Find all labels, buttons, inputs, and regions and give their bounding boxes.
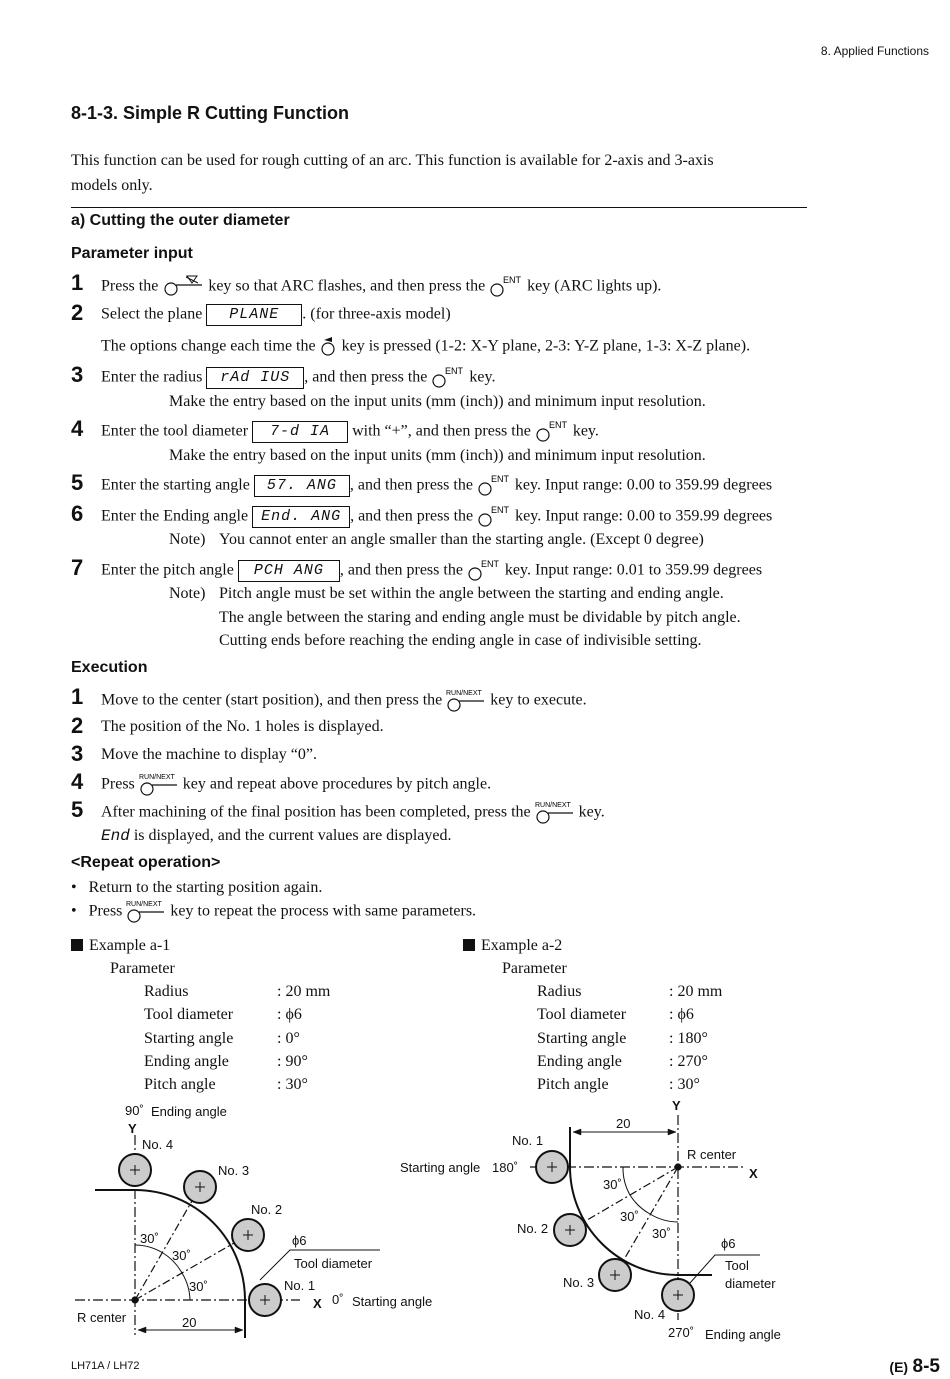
example-title-text: Example a-2 [481,937,563,954]
a2-angle-arc [623,1167,630,1195]
example-a2-row-key: Tool diameter [537,1006,627,1023]
step-text: The options change each time the [101,337,316,355]
a2-no1-label: No. 1 [512,1133,544,1148]
a2-phi-label: ϕ6 [721,1236,736,1251]
subsection-a-title: a) Cutting the outer diameter [71,212,290,229]
example-a2-row-key: Pitch angle [537,1076,609,1093]
a2-r-center-dot [675,1164,681,1170]
a1-y-label: Y [128,1121,137,1136]
step-text: key. [469,368,496,386]
repeat-bullet-1: • Return to the starting position again. [71,879,323,896]
step-text: . (for three-axis model) [302,305,451,323]
example-a2-row-value: : 20 mm [669,983,723,1000]
repeat-bullet-2: • Press RUN/NEXT key to repeat the process with same parameters. [71,900,476,924]
step-text: Enter the starting angle [101,476,250,494]
exec-step-3: Move the machine to display “0”. [101,746,317,763]
example-title-text: Example a-1 [89,937,171,954]
a2-end-angle: 270˚ [668,1325,695,1340]
a2-x-label: X [749,1166,758,1181]
step-text: Enter the pitch angle [101,561,234,579]
a2-start-angle: 180˚ [492,1160,519,1175]
lcd-display: PLANE [206,304,302,326]
step-number: 2 [71,300,84,325]
a1-starting-angle-label: Starting angle [352,1294,433,1309]
a2-angle-3: 30˚ [652,1226,671,1241]
example-a1-row-key: Ending angle [144,1053,229,1070]
a2-hole-4 [662,1279,694,1311]
a1-ending-angle-label: Ending angle [151,1104,227,1119]
param-step-3-note: Make the entry based on the input units (mm (inch)) and minimum input resolution. [169,393,706,410]
a2-angle-1: 30˚ [603,1177,622,1192]
param-step-7-note-1: Pitch angle must be set within the angle between the starting and ending angle. [219,585,724,602]
example-a1-row-key: Starting angle [144,1030,234,1047]
step-text: key. Input range: 0.01 to 359.99 degrees [504,561,763,579]
param-step-7-note-3: Cutting ends before reaching the ending angle in case of indivisible setting. [219,632,702,649]
footer-page-number: 8-5 [912,1356,940,1377]
svg-text:ENT: ENT [491,505,510,515]
step-number: 3 [71,741,84,766]
a1-angle-1: 30˚ [140,1231,159,1246]
step-text: key so that ARC flashes, and then press the [208,277,486,295]
a1-x-label: X [313,1296,322,1311]
svg-text:ENT: ENT [548,420,567,430]
a2-no3-label: No. 3 [563,1275,595,1290]
a2-hole-2 [554,1214,586,1246]
example-a1-row-value: : 90° [277,1053,308,1070]
example-a1-row-value: : ϕ6 [277,1006,302,1023]
lcd-display: rAd IUS [206,367,304,389]
step-text: Enter the Ending angle [101,507,249,525]
a1-angle-3: 30˚ [189,1279,208,1294]
example-a2-row-value: : 30° [669,1076,700,1093]
a1-dimension-label: 20 [182,1315,197,1330]
step-text: key. Input range: 0.00 to 359.99 degrees [514,476,773,494]
a2-no2-label: No. 2 [517,1221,549,1236]
example-a1-row-key: Tool diameter [144,1006,234,1023]
svg-text:RUN/NEXT: RUN/NEXT [126,901,163,908]
repeat-heading: <Repeat operation> [71,854,221,871]
example-a1-param: Parameter [110,960,175,977]
svg-text:RUN/NEXT: RUN/NEXT [138,774,175,781]
step-text: , and then press the [339,561,463,579]
step-number: 3 [71,362,84,387]
step-text: Enter the radius [101,368,203,386]
step-text: Press the [101,277,159,295]
step-text: key. Input range: 0.00 to 359.99 degrees [515,507,773,525]
step-text: Press [101,775,135,793]
a1-tool-diameter-label: Tool diameter [294,1256,373,1271]
footer-model: LH71A / LH72 [71,1360,140,1372]
a2-angle-arc [650,1214,678,1222]
execution-heading: Execution [71,659,148,676]
lcd-display: End. ANG [252,506,350,528]
step-text: key and repeat above procedures by pitch angle. [182,775,492,793]
step-text: key (ARC lights up). [527,277,662,295]
example-a2-row-key: Starting angle [537,1030,627,1047]
a2-r-center-label: R center [687,1147,737,1162]
svg-text:RUN/NEXT: RUN/NEXT [534,802,571,809]
example-a1-row-value: : 20 mm [277,983,331,1000]
a2-ending-angle-label: Ending angle [705,1327,781,1342]
note-label: Note) [169,531,206,548]
lcd-display: 57. ANG [254,475,350,497]
a1-phi-label: ϕ6 [292,1233,307,1248]
example-a2-param: Parameter [502,960,567,977]
a1-hole-1 [249,1284,281,1316]
a1-r-center-label: R center [77,1310,127,1325]
a2-starting-angle-label: Starting angle [400,1160,481,1175]
intro-line-2: models only. [71,177,153,194]
step-text: key is pressed (1-2: X-Y plane, 2-3: Y-Z plane, 1-3: X-Z plane). [341,337,751,355]
step-number: 5 [71,797,84,822]
example-a2-row-key: Radius [537,983,582,1000]
step-number: 4 [71,416,84,441]
a1-angle-arc [135,1245,163,1253]
a2-hole-3 [599,1259,631,1291]
bullet-text: Return to the starting position again. [88,879,323,896]
bullet-text: Press [88,902,123,920]
step-text: is displayed, and the current values are displayed. [133,827,452,844]
a1-hole-3 [184,1171,216,1203]
exec-step-2: The position of the No. 1 holes is displayed. [101,718,384,735]
step-text: Move to the center (start position), and then press the [101,691,443,709]
example-a2-row-value: : 180° [669,1030,708,1047]
example-a2-row-value: : 270° [669,1053,708,1070]
param-step-7-note-2: The angle between the staring and ending angle must be dividable by pitch angle. [219,609,741,626]
example-a2-row-key: Ending angle [537,1053,622,1070]
step-number: 1 [71,684,84,709]
step-text: , and then press the [350,507,474,525]
step-text: key. [578,803,605,821]
a1-no3-label: No. 3 [218,1163,250,1178]
step-text: , and then press the [349,476,473,494]
step-text: Enter the tool diameter [101,422,249,440]
parameter-input-heading: Parameter input [71,245,193,262]
step-text: key to execute. [490,691,587,709]
step-text: , and then press the [304,368,428,386]
example-a2-row-value: : ϕ6 [669,1006,694,1023]
example-a1-row-key: Radius [144,983,189,1000]
a1-r-center-dot [132,1297,138,1303]
step-text: Select the plane [101,305,203,323]
lcd-text: End [101,827,130,845]
footer-page [889,1356,940,1378]
a1-zero-angle: 0˚ [332,1292,344,1307]
bullet-text: key to repeat the process with same parameters. [170,902,477,920]
a2-tool-label: Tool [725,1258,749,1273]
step-number: 6 [71,501,84,526]
example-a1-row-key: Pitch angle [144,1076,216,1093]
a1-no1-label: No. 1 [284,1278,316,1293]
step-number: 5 [71,470,84,495]
a2-hole-1 [536,1151,568,1183]
svg-text:ENT: ENT [480,559,499,569]
a1-top-angle: 90˚ [125,1103,144,1118]
a2-y-label: Y [672,1098,681,1113]
chapter-header: 8. Applied Functions [820,44,929,58]
step-number: 7 [71,555,84,580]
svg-text:ENT: ENT [490,474,509,484]
a2-no4-label: No. 4 [634,1307,666,1322]
a1-angle-2: 30˚ [172,1248,191,1263]
a1-no4-label: No. 4 [142,1137,174,1152]
note-label: Note) [169,585,206,602]
param-step-4-note: Make the entry based on the input units (mm (inch)) and minimum input resolution. [169,447,706,464]
a2-angle-2: 30˚ [620,1209,639,1224]
a1-no2-label: No. 2 [251,1202,283,1217]
step-number: 1 [71,270,84,295]
svg-text:RUN/NEXT: RUN/NEXT [446,690,483,697]
a1-hole-4 [119,1154,151,1186]
step-text: with “+”, and then press the [352,422,531,440]
svg-text:ENT: ENT [445,366,464,376]
example-a1-row-value: : 30° [277,1076,308,1093]
lcd-display: PCH ANG [238,560,340,582]
section-title: 8-1-3. Simple R Cutting Function [71,103,349,123]
param-step-6-note: You cannot enter an angle smaller than the starting angle. (Except 0 degree) [219,531,704,548]
step-text: After machining of the final position has been completed, press the [101,803,531,821]
a2-dimension-label: 20 [616,1116,631,1131]
intro-line-1: This function can be used for rough cutting of an arc. This function is available for 2-axis and 3-axis [71,152,714,169]
footer-lang: (E) [889,1359,909,1375]
step-number: 2 [71,713,84,738]
example-a1-row-value: : 0° [277,1030,300,1047]
step-number: 4 [71,769,84,794]
step-text: key. [572,422,599,440]
lcd-display: 7-d IA [252,421,348,443]
svg-text:ENT: ENT [503,275,522,285]
a1-hole-2 [232,1219,264,1251]
a2-diameter-label: diameter [725,1276,776,1291]
